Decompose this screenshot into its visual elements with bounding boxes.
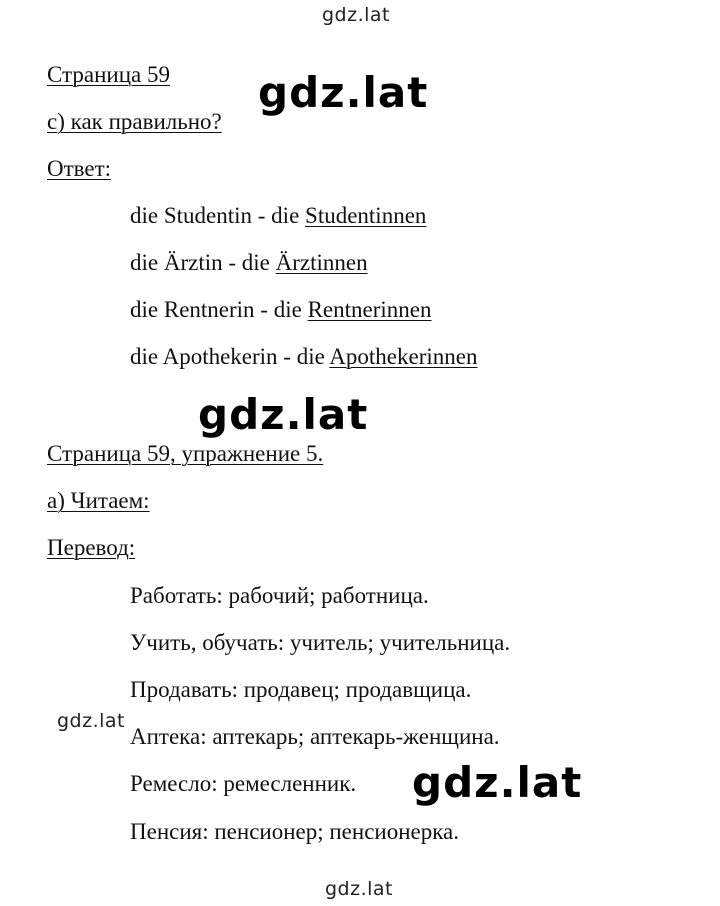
- watermark-large: gdz.lat: [258, 68, 429, 117]
- answer-line: [130, 204, 426, 227]
- watermark-bottom: gdz.lat: [325, 878, 394, 900]
- answer-line: [130, 345, 477, 368]
- answer-line-plural: Apothekerinnen: [329, 344, 478, 369]
- answer-label: Ответ:: [47, 156, 112, 181]
- translation-line: Пенсия: пенсионер; пенсионерка.: [130, 819, 460, 844]
- answer-line-prefix: die Apothekerin - die: [130, 344, 330, 369]
- translation-line: Ремесло: ремесленник.: [130, 771, 357, 796]
- answer-line: [130, 251, 368, 274]
- translation-line: Аптека: аптекарь; аптекарь-женщина.: [130, 724, 500, 749]
- section-subheading: c) как правильно?: [47, 109, 222, 134]
- translation-line: Учить, обучать: учитель; учительница.: [130, 630, 511, 655]
- answer-line-prefix: die Studentin - die: [130, 203, 306, 228]
- section-heading: Страница 59: [47, 62, 170, 87]
- watermark-left: gdz.lat: [57, 710, 126, 732]
- translation-label: Перевод:: [47, 535, 136, 560]
- translation-line: Работать: рабочий; работница.: [130, 583, 429, 608]
- answer-line-plural: Studentinnen: [305, 203, 427, 228]
- watermark-large: gdz.lat: [412, 758, 583, 807]
- answer-line-plural: Ärztinnen: [275, 250, 368, 275]
- watermark-large: gdz.lat: [198, 390, 369, 439]
- section-subheading: а) Читаем:: [47, 488, 150, 513]
- answer-line-prefix: die Rentnerin - die: [130, 297, 308, 322]
- translation-line: Продавать: продавец; продавщица.: [130, 677, 472, 702]
- section-heading: Страница 59, упражнение 5.: [47, 441, 324, 466]
- answer-line: [130, 298, 431, 321]
- watermark-top: gdz.lat: [322, 4, 391, 26]
- answer-line-plural: Rentnerinnen: [307, 297, 432, 322]
- answer-line-prefix: die Ärztin - die: [130, 250, 276, 275]
